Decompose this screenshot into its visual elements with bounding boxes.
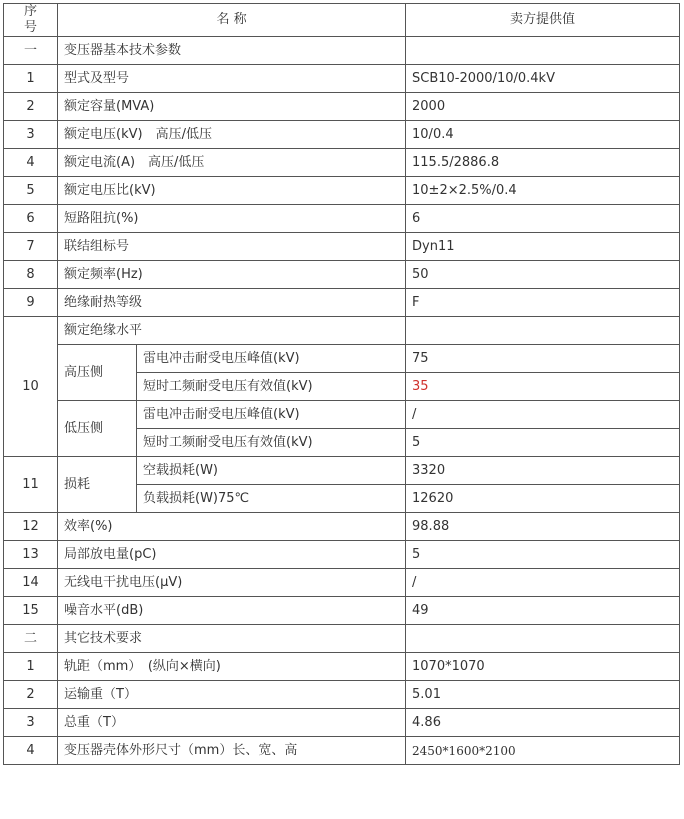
row-value: 5 [406,541,680,569]
row-name: 额定绝缘水平 [58,317,406,345]
row-no: 6 [4,205,58,233]
table-row [4,653,680,681]
sub-row-value: 75 [406,345,680,373]
table-row [4,681,680,709]
row-value: F [406,289,680,317]
row-name: 绝缘耐热等级 [58,289,406,317]
table-row [4,513,680,541]
row-no: 3 [4,709,58,737]
row-no: 8 [4,261,58,289]
row-name: 轨距（mm） (纵向×横向) [58,653,406,681]
table-row [4,233,680,261]
section-row [4,625,680,653]
table-row [4,541,680,569]
row-no: 4 [4,737,58,765]
table-row [4,261,680,289]
row-value: 98.88 [406,513,680,541]
table-row [4,149,680,177]
row-no: 14 [4,569,58,597]
section-value [406,37,680,65]
table-row [4,401,680,429]
sub-row-name: 负载损耗(W)75℃ [137,485,406,513]
row-name: 额定容量(MVA) [58,93,406,121]
table-row [4,289,680,317]
row-name: 短路阻抗(%) [58,205,406,233]
row-value: 2000 [406,93,680,121]
table-row [4,345,680,373]
header-value: 卖方提供值 [406,4,680,37]
row-no: 2 [4,681,58,709]
spec-table [3,3,680,765]
row-value: 6 [406,205,680,233]
row-name: 联结组标号 [58,233,406,261]
row-name: 运输重（T） [58,681,406,709]
row-no: 13 [4,541,58,569]
table-row [4,569,680,597]
sub-row-name: 短时工频耐受电压有效值(kV) [137,429,406,457]
row-no: 3 [4,121,58,149]
section-row [4,37,680,65]
row-value: 49 [406,597,680,625]
table-row [4,597,680,625]
row-name: 效率(%) [58,513,406,541]
row-name: 噪音水平(dB) [58,597,406,625]
table-row [4,177,680,205]
sub-row-value: 5 [406,429,680,457]
sub-row-name: 空载损耗(W) [137,457,406,485]
row-value: 115.5/2886.8 [406,149,680,177]
sub-row-name: 短时工频耐受电压有效值(kV) [137,373,406,401]
group-label-hv: 高压侧 [58,345,137,401]
row-no: 2 [4,93,58,121]
row-value: 50 [406,261,680,289]
row-no: 5 [4,177,58,205]
row-name: 额定电压(kV) 高压/低压 [58,121,406,149]
row-no: 1 [4,653,58,681]
row-no: 12 [4,513,58,541]
row-value: 1070*1070 [406,653,680,681]
row-no: 10 [4,317,58,457]
row-no: 4 [4,149,58,177]
table-row [4,93,680,121]
row-value: / [406,569,680,597]
row-name: 变压器壳体外形尺寸（mm）长、宽、高 [58,737,406,765]
table-row [4,121,680,149]
table-row [4,205,680,233]
section-no: 一 [4,37,58,65]
sub-row-value: 12620 [406,485,680,513]
table-row [4,317,680,345]
row-no: 11 [4,457,58,513]
row-name: 额定频率(Hz) [58,261,406,289]
row-value: 4.86 [406,709,680,737]
sub-row-value: / [406,401,680,429]
section-no: 二 [4,625,58,653]
sub-row-value: 3320 [406,457,680,485]
row-value: 2450*1600*2100 [406,737,680,765]
section-title: 其它技术要求 [58,625,406,653]
row-value: SCB10-2000/10/0.4kV [406,65,680,93]
table-row [4,737,680,765]
table-row [4,65,680,93]
row-name: 额定电压比(kV) [58,177,406,205]
row-no: 15 [4,597,58,625]
section-value [406,625,680,653]
row-name: 型式及型号 [58,65,406,93]
row-name: 局部放电量(pC) [58,541,406,569]
table-row [4,709,680,737]
row-value: Dyn11 [406,233,680,261]
row-no: 1 [4,65,58,93]
header-no: 序 号 [4,4,58,37]
row-name: 无线电干扰电压(μV) [58,569,406,597]
row-no: 7 [4,233,58,261]
table-row [4,457,680,485]
section-title: 变压器基本技术参数 [58,37,406,65]
row-no: 9 [4,289,58,317]
group-label-lv: 低压侧 [58,401,137,457]
row-name: 总重（T） [58,709,406,737]
row-value: 5.01 [406,681,680,709]
row-value: 10±2×2.5%/0.4 [406,177,680,205]
sub-row-value-highlight: 35 [406,373,680,401]
sub-row-name: 雷电冲击耐受电压峰值(kV) [137,401,406,429]
header-name: 名 称 [58,4,406,37]
row-value: 10/0.4 [406,121,680,149]
row-value [406,317,680,345]
row-name: 额定电流(A) 高压/低压 [58,149,406,177]
sub-row-name: 雷电冲击耐受电压峰值(kV) [137,345,406,373]
header-row [4,4,680,37]
group-label-loss: 损耗 [58,457,137,513]
